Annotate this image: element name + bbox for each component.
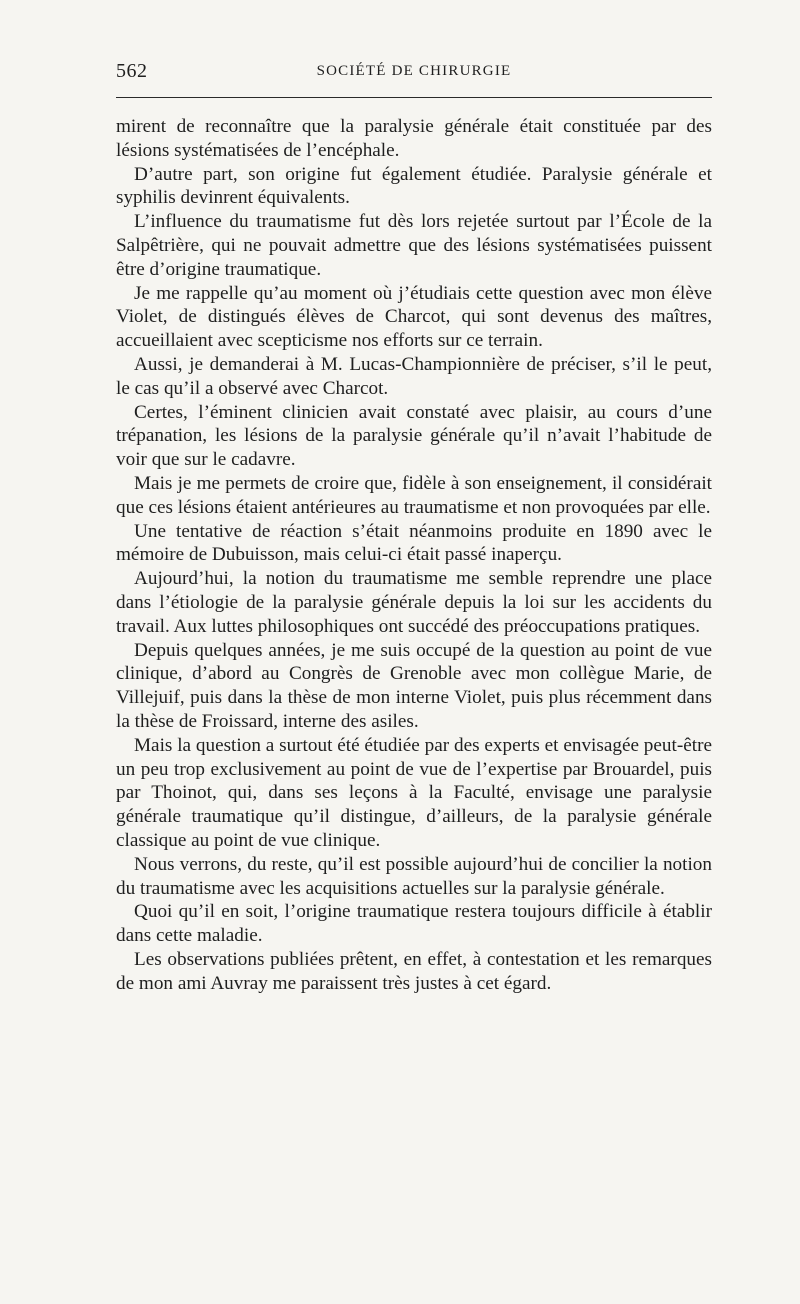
paragraph: Une tentative de réaction s’était néanmoins produite en 1890 avec le mémoire de Dubuisson, mais celui-ci était passé inaperçu. [116, 520, 712, 566]
paragraph: Mais la question a surtout été étudiée par des experts et envisagée peut-être un peu trop exclusivement au point de vue de l’expertise par Brouardel, puis par Thoinot, qui, dans ses leçons à la Faculté, envisage une paralysie générale traumatique qu’il distingue, d’ailleurs, de la paralysie générale classique au point de vue clinique. [116, 734, 712, 851]
paragraph: L’influence du traumatisme fut dès lors rejetée surtout par l’École de la Salpêtrière, qui ne pouvait admettre que des lésions systématisées puissent être d’origine traumatique. [116, 211, 712, 280]
paragraph: mirent de reconnaître que la paralysie générale était constituée par des lésions systématisées de l’encéphale. [116, 116, 712, 161]
paragraph: Les observations publiées prêtent, en effet, à contestation et les remarques de mon ami Auvray me paraissent très justes à cet égard. [116, 948, 712, 994]
body-text [116, 115, 712, 995]
paragraph: D’autre part, son origine fut également étudiée. Paralysie générale et syphilis devinrent équivalents. [116, 163, 712, 209]
paragraph: Nous verrons, du reste, qu’il est possible aujourd’hui de concilier la notion du traumatisme avec les acquisitions actuelles sur la paralysie générale. [116, 853, 712, 899]
page-number: 562 [116, 60, 148, 82]
paragraph: Certes, l’éminent clinicien avait constaté avec plaisir, au cours d’une trépanation, les lésions de la paralysie générale qu’il n’avait l’habitude de voir que sur le cadavre. [116, 401, 712, 471]
paragraph: Quoi qu’il en soit, l’origine traumatique restera toujours difficile à établir dans cette maladie. [116, 901, 712, 947]
paragraph: Je me rappelle qu’au moment où j’étudiais cette question avec mon élève Violet, de distingués élèves de Charcot, qui sont devenus des maîtres, accueillaient avec scepticisme nos efforts sur ce terrain. [116, 282, 712, 352]
paragraph: Aujourd’hui, la notion du traumatisme me semble reprendre une place dans l’étiologie de la paralysie générale depuis la loi sur les accidents du travail. Aux luttes philosophiques ont succédé des préoccupations pratiques. [116, 568, 712, 637]
header-rule [116, 97, 712, 98]
paragraph: Mais je me permets de croire que, fidèle à son enseignement, il considérait que ces lésions étaient antérieures au traumatisme et non provoquées par elle. [116, 472, 712, 518]
page-header [116, 60, 712, 86]
paragraph: Depuis quelques années, je me suis occupé de la question au point de vue clinique, d’abord au Congrès de Grenoble avec mon collègue Marie, de Villejuif, puis dans la thèse de mon interne Violet, puis plus récemment dans la thèse de Froissard, interne des asiles. [116, 639, 712, 732]
running-title: SOCIÉTÉ DE CHIRURGIE [316, 63, 512, 79]
paragraph: Aussi, je demanderai à M. Lucas-Championnière de préciser, s’il le peut, le cas qu’il a observé avec Charcot. [116, 353, 712, 399]
